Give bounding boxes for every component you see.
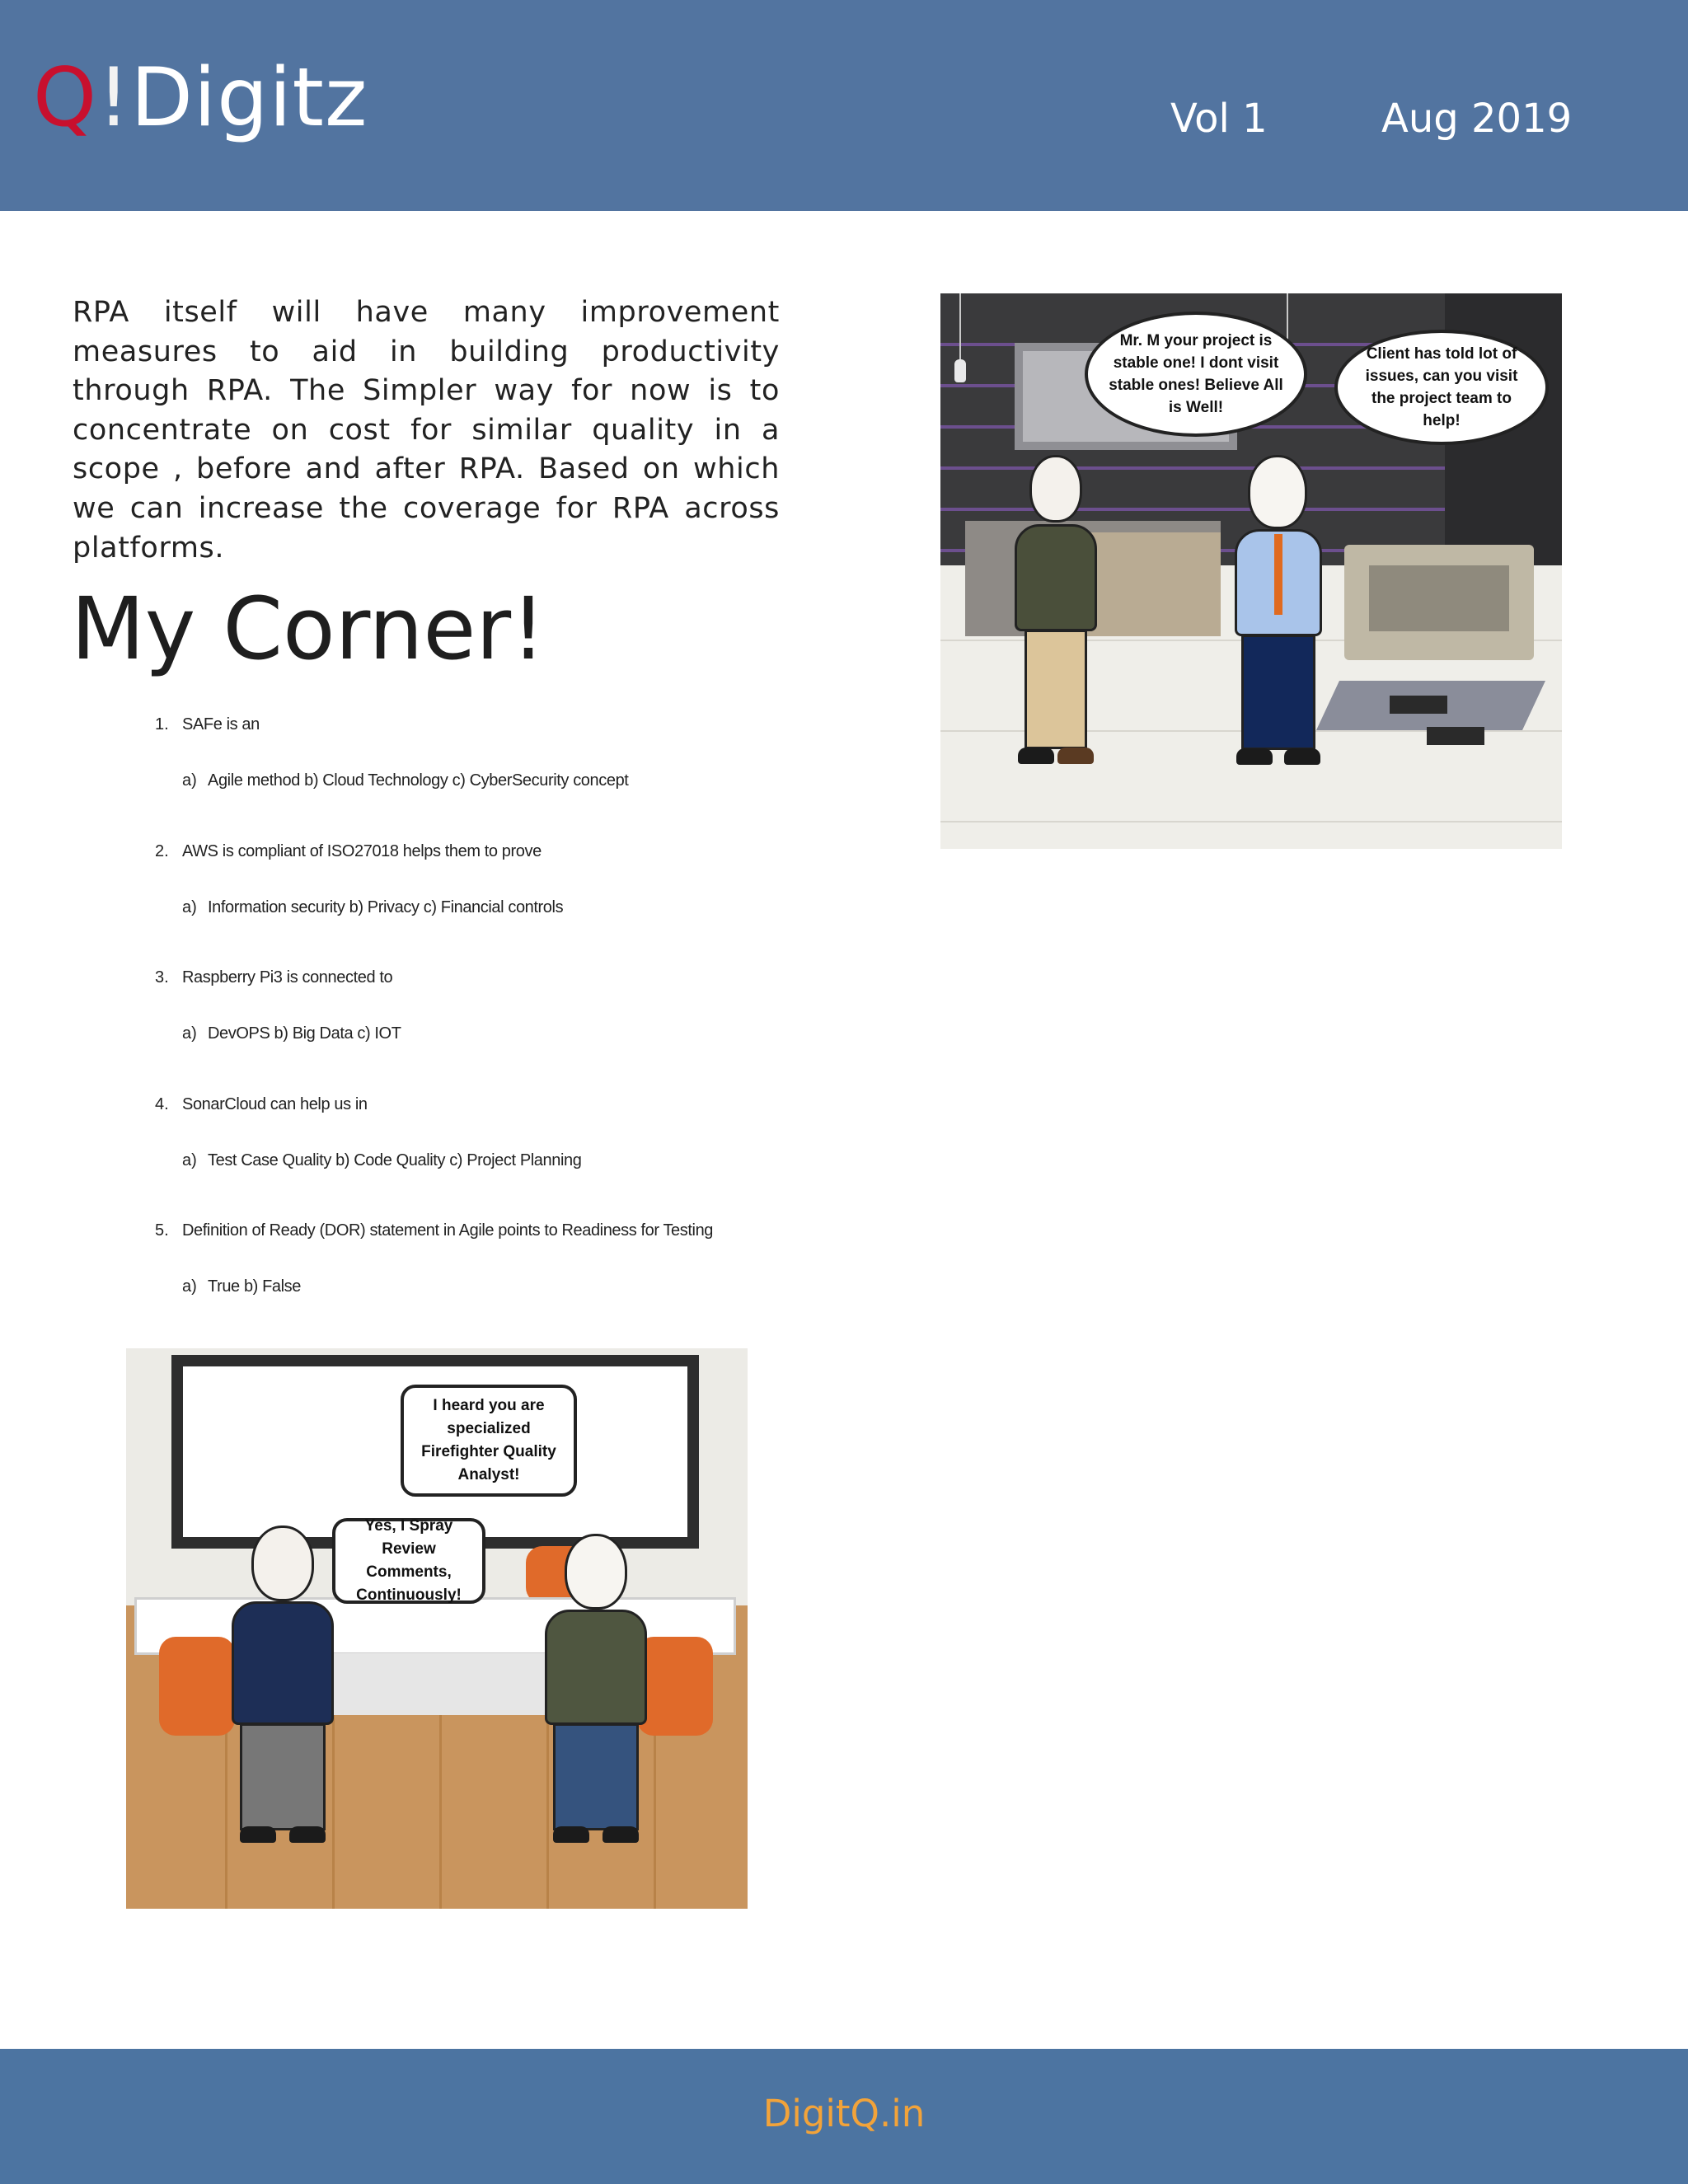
- lamp-wire: [959, 293, 961, 359]
- section-title: My Corner!: [71, 579, 546, 679]
- question-text: AWS is compliant of ISO27018 helps them to prove: [182, 841, 542, 860]
- character-young-man: [1015, 455, 1105, 768]
- character-head: [1248, 455, 1307, 529]
- question-text: SonarCloud can help us in: [182, 1094, 368, 1113]
- question-number: 3.: [155, 968, 169, 987]
- logo: [33, 51, 368, 145]
- intro-paragraph: RPA itself will have many improvement measures to aid in building productivity through RPA. The Simpler way for now is to concentrate on cost for similar quality in a scope , before and after RPA. Based on which we can increase the coverage for RPA across platforms.: [73, 296, 780, 565]
- answer-label: a): [182, 898, 197, 916]
- question-number: 2.: [155, 841, 169, 860]
- character-manager: [1225, 455, 1332, 768]
- answer-label: a): [182, 1024, 197, 1043]
- quiz-item: [155, 1095, 814, 1222]
- chair: [159, 1637, 235, 1736]
- speech-bubble-question: I heard you are specialized Firefighter Quality Analyst!: [401, 1385, 577, 1497]
- pendant-lamp: [954, 359, 966, 382]
- speech-bubble-reply: Yes, I Spray Review Comments, Continuously!: [332, 1518, 485, 1604]
- shoe: [289, 1826, 326, 1843]
- logo-q: Q: [33, 51, 98, 145]
- question-text: Raspberry Pi3 is connected to: [182, 968, 393, 987]
- comic-meeting-scene: [126, 1348, 748, 1909]
- answer-options: Information security b) Privacy c) Financial controls: [208, 898, 564, 916]
- character-trousers: [1241, 635, 1315, 750]
- character-jeans: [553, 1723, 639, 1830]
- question-text: Definition of Ready (DOR) statement in Agile points to Readiness for Testing: [182, 1221, 714, 1240]
- sofa-seat: [1369, 565, 1509, 631]
- character-head: [565, 1534, 627, 1610]
- comic-office-scene: [940, 293, 1562, 849]
- shoe: [1018, 748, 1054, 764]
- shoe: [1236, 748, 1273, 765]
- shoe: [603, 1826, 639, 1843]
- question-number: 4.: [155, 1094, 169, 1113]
- character-trousers: [240, 1723, 326, 1830]
- answer-options: True b) False: [208, 1277, 301, 1296]
- character-pants: [1025, 630, 1087, 749]
- character-bald-man: [538, 1534, 654, 1847]
- volume-label: Vol 1: [1170, 96, 1268, 142]
- shoe: [1057, 748, 1094, 764]
- shoe: [1284, 748, 1320, 765]
- newsletter-footer: [0, 2049, 1688, 2184]
- speech-bubble-client-issues: Client has told lot of issues, can you visit the project team to help!: [1334, 330, 1549, 445]
- newsletter-header: [0, 0, 1688, 211]
- shoe: [240, 1826, 276, 1843]
- answer-options: DevOPS b) Big Data c) IOT: [208, 1024, 401, 1043]
- character-tie: [1274, 534, 1282, 615]
- character-head: [1029, 455, 1082, 523]
- question-number: 5.: [155, 1221, 169, 1240]
- answer-label: a): [182, 1151, 197, 1169]
- quiz-item: [155, 715, 814, 842]
- speech-bubble-manager: Mr. M your project is stable one! I dont visit stable ones! Believe All is Well!: [1085, 312, 1307, 437]
- answer-label: a): [182, 771, 197, 790]
- quiz-item: [155, 1221, 814, 1348]
- shoe: [553, 1826, 589, 1843]
- answer-label: a): [182, 1277, 197, 1296]
- character-shirt: [232, 1601, 334, 1725]
- logo-wordmark: Digitz: [130, 51, 368, 145]
- book: [1427, 727, 1484, 745]
- answer-options: Test Case Quality b) Code Quality c) Project Planning: [208, 1151, 582, 1169]
- question-text: SAFe is an: [182, 715, 260, 733]
- character-head: [251, 1526, 314, 1601]
- quiz-list: [155, 715, 814, 1348]
- quiz-item: [155, 842, 814, 969]
- character-jacket: [1015, 524, 1097, 631]
- floor-line: [940, 821, 1562, 823]
- question-number: 1.: [155, 715, 169, 733]
- logo-exclamation: !: [97, 51, 131, 145]
- character-jacket: [545, 1610, 647, 1725]
- quiz-item: [155, 968, 814, 1095]
- issue-date: Aug 2019: [1381, 96, 1573, 142]
- character-qa-analyst: [225, 1526, 340, 1839]
- answer-options: Agile method b) Cloud Technology c) CyberSecurity concept: [208, 771, 629, 790]
- book: [1390, 696, 1447, 714]
- footer-site-link[interactable]: DigitQ.in: [762, 2092, 926, 2135]
